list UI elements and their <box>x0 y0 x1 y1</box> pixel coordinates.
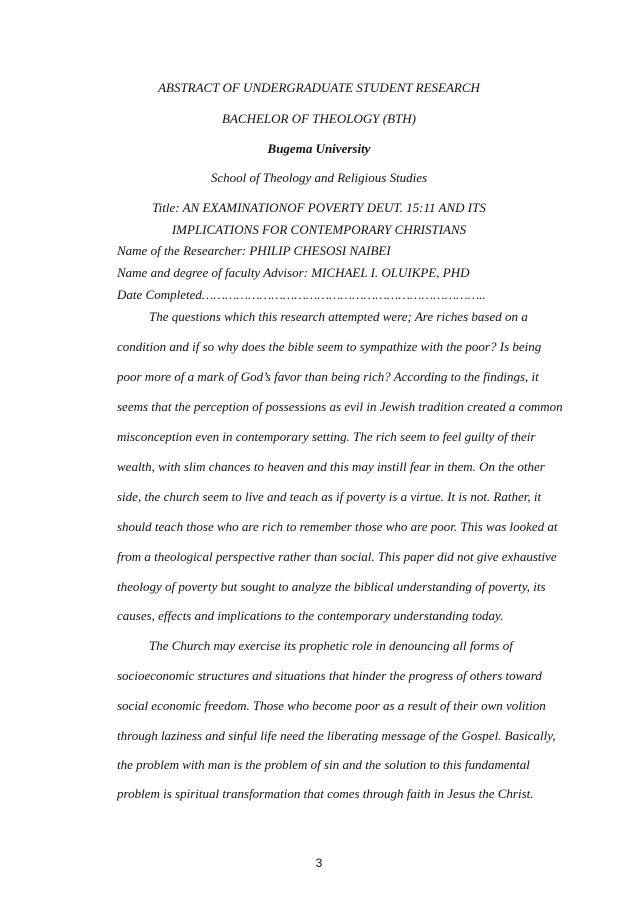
title-line-2: IMPLICATIONS FOR CONTEMPORARY CHRISTIANS <box>171 222 467 237</box>
paragraph-line: The questions which this research attempted were; Are riches based on a <box>149 309 528 324</box>
paragraph-line: through laziness and sinful life need the liberating message of the Gospel. Basically, <box>117 728 556 743</box>
page-number: 3 <box>315 856 323 870</box>
paragraph-line: socioeconomic structures and situations that hinder the progress of others toward <box>117 668 542 683</box>
paragraph-line: wealth, with slim chances to heaven and this may instill fear in them. On the other <box>117 459 545 474</box>
date-completed: Date Completed……………………………………………………………….. <box>117 287 486 302</box>
researcher-name: Name of the Researcher: PHILIP CHESOSI NAIBEI <box>117 243 391 258</box>
paragraph-line: should teach those who are rich to remember those who are poor. This was looked at <box>117 519 558 534</box>
degree-heading: BACHELOR OF THEOLOGY (BTH) <box>222 111 416 126</box>
school-name: School of Theology and Religious Studies <box>210 170 428 185</box>
paragraph-line: side, the church seem to live and teach as if poverty is a virtue. It is not. Rather, it <box>117 489 542 504</box>
abstract-heading: ABSTRACT OF UNDERGRADUATE STUDENT RESEARCH <box>158 80 480 95</box>
paragraph-line: social economic freedom. Those who become poor as a result of their own volition <box>117 698 546 713</box>
paragraph-line: misconception even in contemporary setting. The rich seem to feel guilty of their <box>117 429 536 444</box>
advisor-name: Name and degree of faculty Advisor: MICHAEL I. OLUIKPE, PHD <box>117 265 470 280</box>
paragraph-line: condition and if so why does the bible seem to sympathize with the poor? Is being <box>117 339 542 354</box>
university-name: Bugema University <box>267 141 371 156</box>
paragraph-line: problem is spiritual transformation that comes through faith in Jesus the Christ. <box>117 786 534 801</box>
paragraph-line: poor more of a mark of God’s favor than being rich? According to the findings, it <box>117 369 539 384</box>
title-line-1: Title: AN EXAMINATIONOF POVERTY DEUT. 15:11 AND ITS <box>152 200 486 215</box>
paragraph-line: causes, effects and implications to the contemporary understanding today. <box>117 608 504 623</box>
paragraph-line: theology of poverty but sought to analyze the biblical understanding of poverty, its <box>117 579 546 594</box>
paragraph-line: The Church may exercise its prophetic role in denouncing all forms of <box>149 638 513 653</box>
paragraph-line: from a theological perspective rather than social. This paper did not give exhaustive <box>117 549 557 564</box>
paragraph-line: seems that the perception of possessions as evil in Jewish tradition created a common <box>117 399 563 414</box>
paragraph-line: the problem with man is the problem of sin and the solution to this fundamental <box>117 757 530 772</box>
